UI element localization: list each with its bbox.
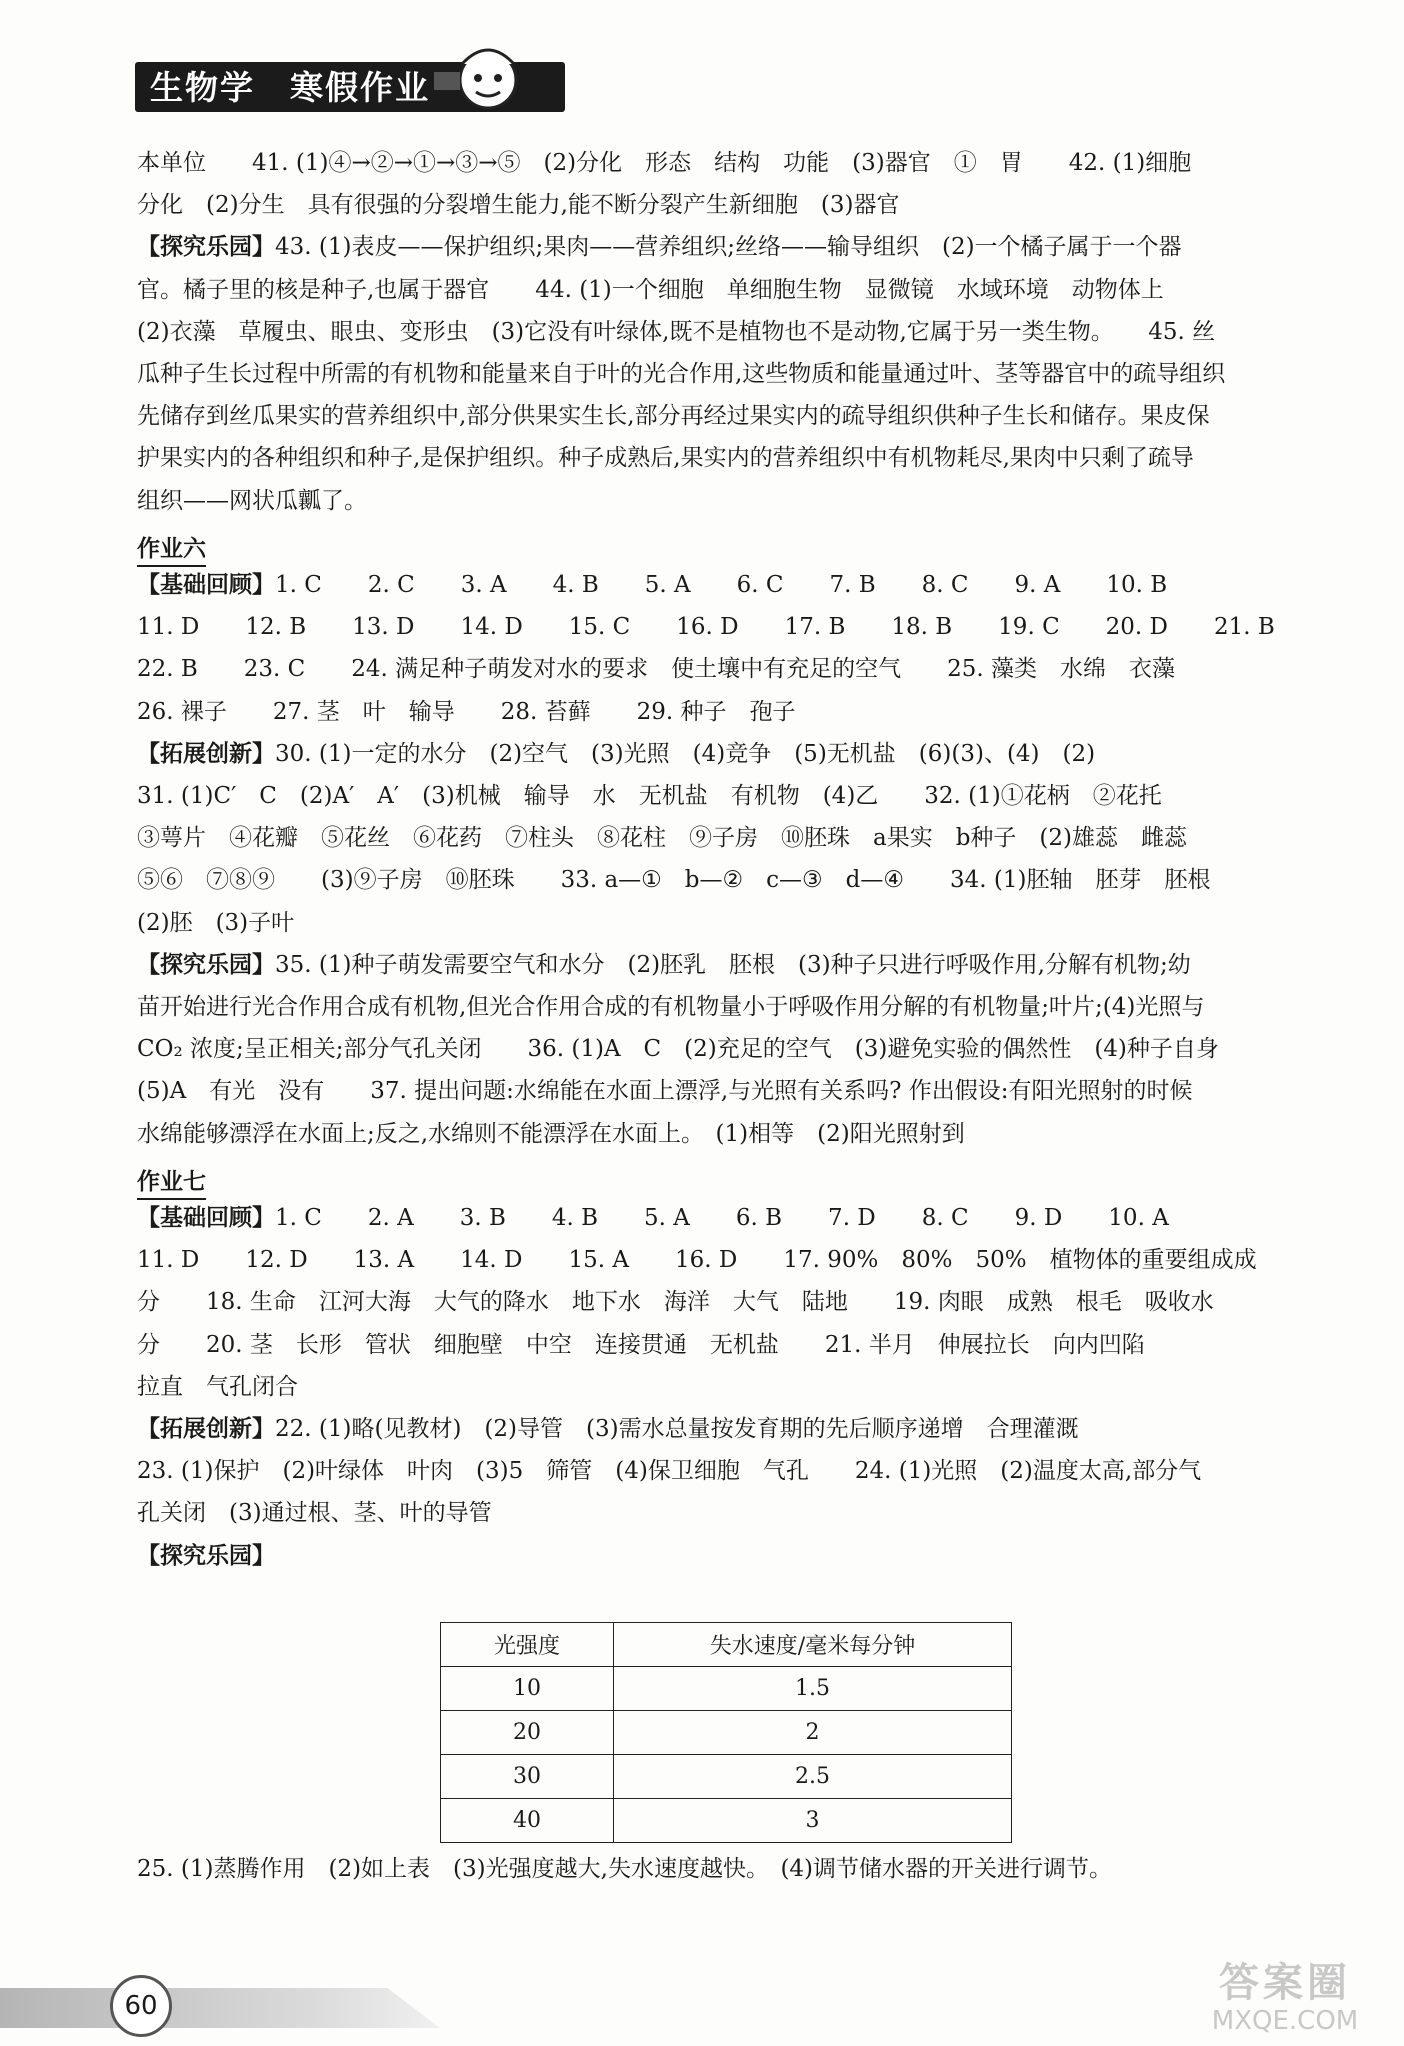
answer-line [137,1414,1079,1444]
answer-text-span: (2)胚 (3)子叶 [137,910,295,936]
answer-line [137,654,1175,684]
answer-text-span: 水绵能够漂浮在水面上;反之,水绵则不能漂浮在水面上。 (1)相等 (2)阳光照射到 [137,1121,965,1147]
answer-text-span: 官。橘子里的核是种子,也属于器官 44. (1)一个细胞 单细胞生物 显微镜 水域环境 动物体上 [137,277,1164,303]
watermark-logo: 答案圈 [1219,1960,1351,2006]
answer-line [137,781,1162,811]
header-title: 生物学 寒假作业 [150,68,430,107]
answer-text-span: 拉直 气孔闭合 [137,1374,298,1400]
table-header-row [441,1623,1012,1667]
answer-line [137,908,294,938]
table-cell: 1.5 [614,1667,1012,1711]
answer-text-span: CO₂ 浓度;呈正相关;部分气孔关闭 36. (1)A C (2)充足的空气 (3)避免实验的偶然性 (4)种子自身 [137,1036,1219,1062]
table-row [441,1755,1012,1799]
watermark-url: MXQE.COM [1211,2006,1359,2036]
answer-line [137,992,1204,1022]
section-tag: 【拓展创新】 [137,1416,275,1442]
answer-text-span: 组织——网状瓜瓤了。 [137,488,367,514]
mascot-icon [430,34,530,114]
answer-text-span: 22. B 23. C 24. 满足种子萌发对水的要求 使土壤中有充足的空气 25. 藻类 水绵 衣藻 [137,656,1176,682]
table-cell: 20 [441,1711,614,1755]
answer-line-25: 25. (1)蒸腾作用 (2)如上表 (3)光强度越大,失水速度越快。 (4)调节储水器的开关进行调节。 [137,1856,1113,1882]
answer-text-span: ⑤⑥ ⑦⑧⑨ (3)⑨子房 ⑩胚珠 33. a—① b—② c—③ d—④ 34. (1)胚轴 胚芽 胚根 [137,867,1211,893]
answer-line [137,148,1191,178]
answer-text-span: 11. D 12. B 13. D 14. D 15. C 16. D 17. B 18. B 19. C 20. D 21. B [137,614,1275,640]
answer-text-span: 43. (1)表皮——保护组织;果肉——营养组织;丝络——输导组织 (2)一个橘子属于一个器 [275,234,1182,260]
answer-line [137,1119,965,1149]
section-tag: 【拓展创新】 [137,741,275,767]
answer-text-span: 本单位 41. (1)④→②→①→③→⑤ (2)分化 形态 结构 功能 (3)器官 ① 胃 42. (1)细胞 [137,150,1192,176]
answer-line [137,570,1167,600]
answer-line [137,1330,1145,1360]
answer-text-span: 31. (1)C′ C (2)A′ A′ (3)机械 输导 水 无机盐 有机物 (4)乙 32. (1)①花柄 ②花托 [137,783,1162,809]
table-cell: 40 [441,1799,614,1843]
answer-line [137,401,1210,431]
answer-text-span: 30. (1)一定的水分 (2)空气 (3)光照 (4)竞争 (5)无机盐 (6)(3)、(4) (2) [275,741,1096,767]
answer-line [137,1076,1193,1106]
answer-text-span: (2)衣藻 草履虫、眼虫、变形虫 (3)它没有叶绿体,既不是植物也不是动物,它属于另一类生物。 45. 丝 [137,319,1216,345]
answer-line [137,950,1191,980]
answer-line [137,739,1095,769]
answer-line [137,317,1215,347]
answer-text-span: ③萼片 ④花瓣 ⑤花丝 ⑥花药 ⑦柱头 ⑧花柱 ⑨子房 ⑩胚珠 a果实 b种子 (2)雄蕊 雌蕊 [137,825,1188,851]
table-cell: 3 [614,1799,1012,1843]
answer-text-span: 苗开始进行光合作用合成有机物,但光合作用合成的有机物量小于呼吸作用分解的有机物量;叶片;(4)光照与 [137,994,1205,1020]
answer-line [137,612,1275,642]
answer-text-span: (5)A 有光 没有 37. 提出问题:水绵能在水面上漂浮,与光照有关系吗? 作出假设:有阳光照射的时候 [137,1078,1193,1104]
watermark [1180,1960,1390,2036]
answer-text-span: 分化 (2)分生 具有很强的分裂增生能力,能不断分裂产生新细胞 (3)器官 [137,192,900,218]
table-header: 光强度 [441,1623,614,1667]
answer-line [137,1034,1219,1064]
answer-line [137,1372,298,1402]
answer-text-span: 11. D 12. D 13. A 14. D 15. A 16. D 17. 90% 80% 50% 植物体的重要组成成 [137,1247,1257,1273]
section-tag: 【基础回顾】 [137,572,275,598]
section-tag: 【探究乐园】 [137,234,275,260]
section-heading: 作业七 [137,1163,206,1200]
answer-text-span: 分 20. 茎 长形 管状 细胞壁 中空 连接贯通 无机盐 21. 半月 伸展拉长 向内凹陷 [137,1332,1145,1358]
table-row [441,1799,1012,1843]
answer-text-span: 护果实内的各种组织和种子,是保护组织。种子成熟后,果实内的营养组织中有机物耗尽,果肉中只剩了疏导 [137,445,1194,471]
answer-line [137,865,1210,895]
answer-text-span: 瓜种子生长过程中所需的有机物和能量来自于叶的光合作用,这些物质和能量通过叶、茎等器官中的疏导组织 [137,361,1226,387]
answer-line [137,1245,1257,1275]
table-cell: 2 [614,1711,1012,1755]
answer-text-span: 分 18. 生命 江河大海 大气的降水 地下水 海洋 大气 陆地 19. 肉眼 成熟 根毛 吸收水 [137,1289,1214,1315]
table-cell: 2.5 [614,1755,1012,1799]
table-header: 失水速度/毫米每分钟 [614,1623,1012,1667]
answer-line [137,443,1194,473]
footer-band [0,1988,440,2028]
answer-line [137,1203,1169,1233]
answer-line [137,1541,275,1571]
data-table [440,1622,1012,1843]
table-cell: 30 [441,1755,614,1799]
answer-text-span: 22. (1)略(见教材) (2)导管 (3)需水总量按发育期的先后顺序递增 合理灌溉 [275,1416,1079,1442]
answer-line [137,1498,492,1528]
answer-line [137,275,1164,305]
table-cell: 10 [441,1667,614,1711]
section-heading: 作业六 [137,530,206,567]
table-row [441,1667,1012,1711]
answer-line [137,823,1187,853]
section-tag: 【探究乐园】 [137,1543,275,1569]
answer-text-span: 先储存到丝瓜果实的营养组织中,部分供果实生长,部分再经过果实内的疏导组织供种子生长和储存。果皮保 [137,403,1210,429]
answer-line [137,359,1225,389]
answer-text-span: 35. (1)种子萌发需要空气和水分 (2)胚乳 胚根 (3)种子只进行呼吸作用,分解有机物;幼 [275,952,1191,978]
answer-line [137,190,899,220]
answer-text-span: 1. C 2. C 3. A 4. B 5. A 6. C 7. B 8. C 9. A 10. B [275,572,1168,598]
answer-line [137,1456,1201,1486]
answer-text-span: 1. C 2. A 3. B 4. B 5. A 6. B 7. D 8. C 9. D 10. A [275,1205,1169,1231]
page-number: 60 [110,1975,172,2037]
answer-text-span: 26. 裸子 27. 茎 叶 输导 28. 苔藓 29. 种子 孢子 [137,699,796,725]
answer-line [137,486,367,516]
table-row [441,1711,1012,1755]
answer-line [137,697,796,727]
answer-text-span: 孔关闭 (3)通过根、茎、叶的导管 [137,1500,492,1526]
section-tag: 【基础回顾】 [137,1205,275,1231]
section-tag: 【探究乐园】 [137,952,275,978]
answer-text-span: 23. (1)保护 (2)叶绿体 叶肉 (3)5 筛管 (4)保卫细胞 气孔 24. (1)光照 (2)温度太高,部分气 [137,1458,1202,1484]
answer-line [137,232,1182,262]
answer-line [137,1287,1214,1317]
